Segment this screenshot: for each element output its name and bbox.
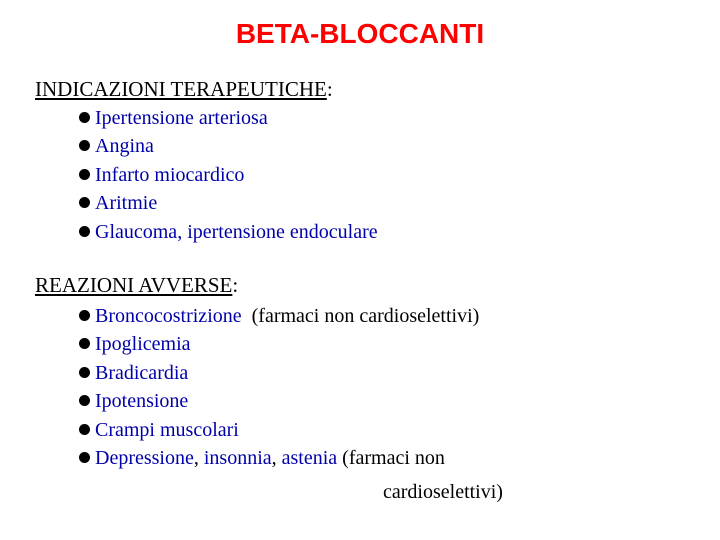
adverse-text: insonnia	[203, 447, 272, 470]
bullet-icon	[79, 197, 90, 208]
adverse-note: (farmaci non	[337, 447, 445, 470]
indication-text: Glaucoma, ipertensione endoculare	[95, 220, 378, 243]
adverse-heading-colon: :	[232, 273, 239, 297]
adverse-heading-text: REAZIONI AVVERSE	[35, 273, 233, 297]
bullet-icon	[79, 112, 90, 123]
list-item	[79, 218, 378, 246]
list-item	[79, 444, 479, 472]
list-item	[79, 416, 479, 444]
separator: ,	[193, 447, 204, 470]
adverse-note-continuation: cardioselettivi)	[383, 481, 503, 503]
bullet-icon	[79, 395, 90, 406]
list-item	[79, 302, 479, 330]
indications-heading-text: INDICAZIONI TERAPEUTICHE	[35, 77, 327, 101]
adverse-text: Broncocostrizione	[95, 305, 242, 327]
list-item	[79, 161, 378, 189]
page-title: BETA-BLOCCANTI	[235, 18, 485, 49]
indication-text: Infarto miocardico	[95, 163, 245, 186]
bullet-icon	[79, 169, 90, 180]
bullet-icon	[79, 310, 90, 321]
indications-heading-colon: :	[326, 77, 333, 101]
bullet-icon	[79, 140, 90, 151]
indications-list	[79, 104, 378, 246]
bullet-icon	[79, 226, 90, 237]
adverse-text: Depressione	[95, 447, 194, 470]
indication-text: Ipertensione arteriosa	[95, 107, 268, 129]
adverse-text: Ipoglicemia	[95, 333, 191, 356]
bullet-icon	[79, 424, 90, 435]
adverse-text: Ipotensione	[95, 390, 189, 413]
separator: ,	[271, 447, 282, 470]
list-item	[79, 330, 479, 358]
list-item	[79, 104, 378, 132]
adverse-text: Bradicardia	[95, 361, 189, 384]
adverse-note: (farmaci non cardioselettivi)	[251, 305, 480, 327]
adverse-text: Crampi muscolari	[95, 418, 239, 441]
indication-text: Aritmie	[95, 192, 158, 215]
adverse-text: astenia	[281, 447, 338, 470]
list-item	[79, 189, 378, 217]
bullet-icon	[79, 452, 90, 463]
bullet-icon	[79, 338, 90, 349]
indication-text: Angina	[95, 135, 154, 158]
indications-heading	[35, 76, 333, 102]
list-item	[79, 387, 479, 415]
adverse-heading	[35, 272, 238, 298]
adverse-list	[79, 302, 479, 472]
list-item	[79, 132, 378, 160]
bullet-icon	[79, 367, 90, 378]
list-item	[79, 359, 479, 387]
